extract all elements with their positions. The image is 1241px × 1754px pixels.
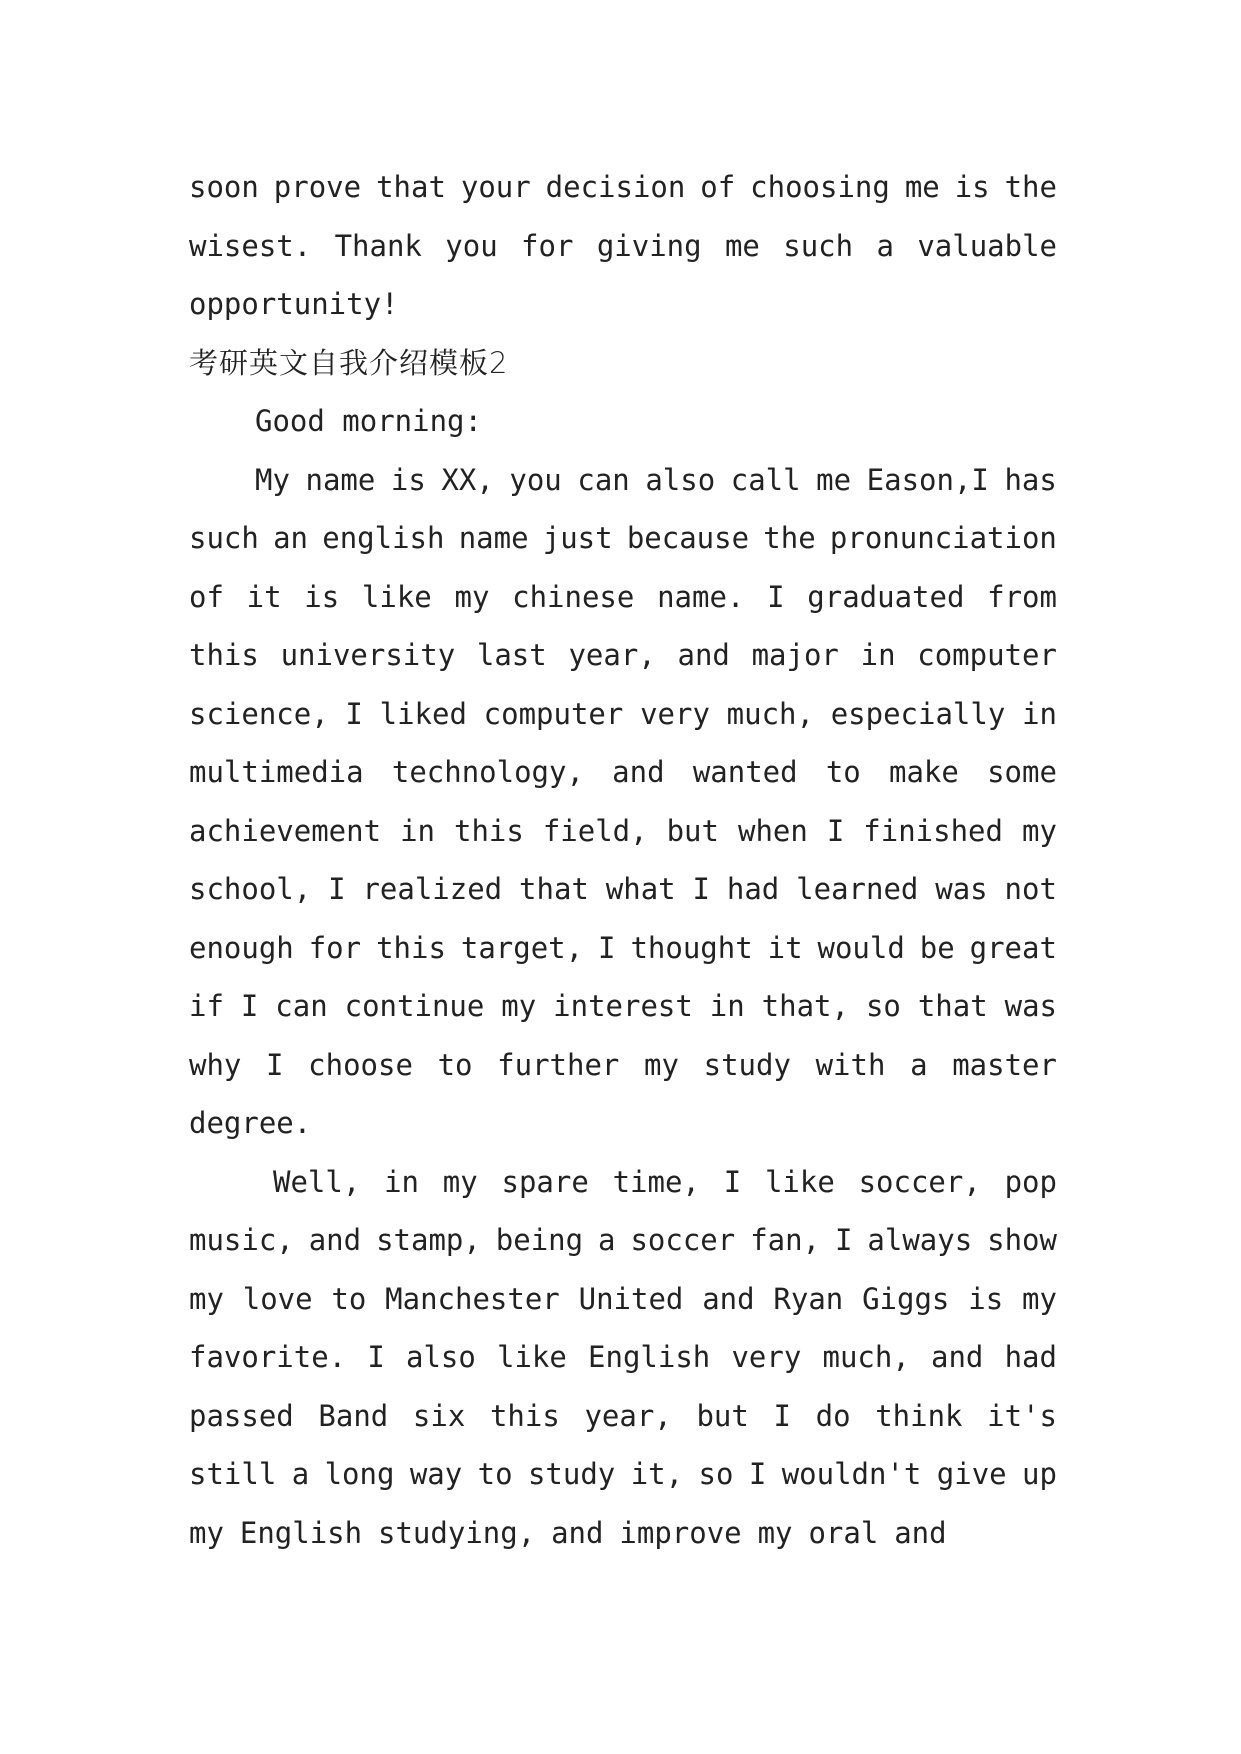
word: and bbox=[894, 1515, 947, 1550]
word: so bbox=[698, 1457, 734, 1491]
word: some bbox=[987, 755, 1057, 789]
word: the bbox=[1004, 170, 1057, 204]
word: in bbox=[400, 813, 435, 848]
word: Band bbox=[318, 1398, 389, 1433]
text-line bbox=[189, 568, 1057, 627]
word: my bbox=[189, 1515, 224, 1550]
word: year, bbox=[584, 1398, 672, 1433]
word: name bbox=[458, 521, 529, 555]
word: such bbox=[189, 521, 259, 555]
word: English bbox=[588, 1340, 711, 1374]
word: but bbox=[666, 813, 719, 848]
word: a bbox=[598, 1223, 616, 1257]
word: to bbox=[437, 1047, 473, 1082]
word: for bbox=[308, 930, 362, 965]
word: choose bbox=[308, 1047, 413, 1082]
word: give bbox=[936, 1457, 1007, 1491]
word: me bbox=[904, 170, 940, 204]
word: decision bbox=[545, 170, 686, 204]
intro-tail-paragraph bbox=[189, 158, 1057, 334]
word: I bbox=[773, 1398, 791, 1433]
word: improve bbox=[619, 1515, 742, 1550]
word: valuable bbox=[917, 228, 1057, 263]
word: wisest. bbox=[189, 228, 312, 263]
word: favorite. bbox=[189, 1340, 347, 1374]
word: that bbox=[519, 872, 589, 906]
text-line bbox=[189, 1036, 1057, 1095]
word: my bbox=[757, 1515, 793, 1550]
word: also bbox=[405, 1340, 476, 1374]
word: Giggs bbox=[862, 1281, 950, 1316]
word: my bbox=[189, 1281, 224, 1316]
text-line bbox=[189, 1445, 1057, 1504]
word: english bbox=[322, 521, 445, 555]
word: English bbox=[239, 1515, 363, 1550]
word: wanted bbox=[692, 755, 798, 789]
word: long bbox=[324, 1457, 395, 1491]
word: of bbox=[189, 579, 224, 614]
text-line bbox=[189, 217, 1057, 276]
word: finished bbox=[863, 813, 1003, 848]
word: this bbox=[489, 1398, 560, 1433]
word: was bbox=[935, 872, 988, 906]
text-line bbox=[189, 1270, 1057, 1329]
word: I bbox=[826, 813, 845, 848]
word: be bbox=[919, 930, 955, 965]
word: much, bbox=[822, 1340, 910, 1374]
word: and bbox=[930, 1340, 984, 1374]
word: is bbox=[304, 579, 340, 614]
word: it bbox=[246, 579, 282, 614]
word: also bbox=[645, 462, 716, 497]
word: that bbox=[376, 170, 446, 204]
word: enough bbox=[189, 930, 294, 965]
section-heading: 考研英文自我介绍模板2 bbox=[189, 345, 509, 380]
word: oral bbox=[808, 1515, 879, 1550]
word: had bbox=[1004, 1340, 1057, 1374]
word: to bbox=[331, 1281, 367, 1316]
text-line bbox=[189, 802, 1057, 861]
word: thought bbox=[630, 930, 753, 965]
word: was bbox=[1004, 989, 1057, 1023]
greeting-text: Good morning: bbox=[255, 404, 482, 438]
word: why bbox=[189, 1047, 242, 1082]
word: giving bbox=[596, 228, 702, 263]
word: very bbox=[731, 1340, 802, 1374]
word: like bbox=[497, 1340, 567, 1374]
word: and bbox=[551, 1515, 604, 1550]
word: last bbox=[476, 638, 547, 672]
word: soon bbox=[189, 170, 259, 204]
text-line bbox=[189, 1153, 1057, 1212]
word: still bbox=[189, 1457, 277, 1491]
word: like bbox=[764, 1164, 835, 1199]
word: name bbox=[305, 462, 376, 497]
word: studying, bbox=[378, 1515, 536, 1550]
word: I bbox=[748, 1457, 767, 1491]
word: this bbox=[453, 813, 524, 848]
word: study bbox=[527, 1457, 616, 1491]
text-line bbox=[189, 743, 1057, 802]
word: my bbox=[644, 1047, 679, 1082]
word: I bbox=[834, 1223, 853, 1257]
word: it, bbox=[630, 1457, 684, 1491]
word: the bbox=[763, 521, 816, 555]
word: love bbox=[242, 1281, 313, 1316]
word: Well, bbox=[273, 1164, 361, 1199]
word: I bbox=[345, 696, 363, 731]
word: major bbox=[751, 638, 839, 672]
word: can bbox=[577, 462, 630, 497]
text-line bbox=[189, 1328, 1057, 1387]
word: and bbox=[612, 755, 665, 789]
word: XX, bbox=[441, 462, 494, 497]
text-line bbox=[189, 977, 1057, 1036]
word: this bbox=[189, 638, 259, 672]
paragraph-2 bbox=[189, 1153, 1057, 1563]
word: chinese bbox=[512, 579, 635, 614]
word: and bbox=[677, 638, 730, 672]
word: would bbox=[817, 930, 905, 965]
word: just bbox=[542, 521, 613, 555]
word: like bbox=[361, 579, 432, 614]
word: I bbox=[723, 1164, 742, 1199]
word: I bbox=[767, 579, 785, 614]
word: Manchester bbox=[385, 1281, 560, 1316]
word: degree. bbox=[189, 1106, 312, 1140]
word: realized bbox=[362, 872, 503, 906]
word: I bbox=[266, 1047, 284, 1082]
word: target, bbox=[460, 930, 584, 965]
word: an bbox=[273, 521, 308, 555]
word: university bbox=[280, 638, 456, 672]
word: in bbox=[709, 989, 745, 1023]
word: is bbox=[954, 170, 990, 204]
word: achievement bbox=[189, 813, 382, 848]
word: that bbox=[917, 989, 988, 1023]
word: stamp, bbox=[376, 1223, 481, 1257]
greeting-line bbox=[189, 392, 1057, 451]
word: school, bbox=[189, 872, 312, 906]
word: way bbox=[409, 1457, 463, 1491]
word: being bbox=[495, 1223, 584, 1257]
word: can bbox=[275, 989, 328, 1023]
word: great bbox=[969, 930, 1057, 965]
word: always bbox=[867, 1223, 973, 1257]
word: I bbox=[328, 872, 346, 906]
word: but bbox=[696, 1398, 749, 1433]
word: a bbox=[876, 228, 894, 263]
word: it's bbox=[987, 1398, 1057, 1433]
word: your bbox=[460, 170, 531, 204]
word: My bbox=[255, 462, 290, 497]
word: this bbox=[376, 930, 446, 965]
word: think bbox=[875, 1398, 963, 1433]
word: United bbox=[578, 1281, 684, 1316]
word: it bbox=[767, 930, 803, 965]
word: had bbox=[726, 872, 780, 906]
text-line bbox=[189, 158, 1057, 217]
word: name. bbox=[657, 579, 745, 614]
text-line bbox=[189, 1504, 1057, 1563]
word: in bbox=[860, 638, 896, 672]
word: year, bbox=[568, 638, 656, 672]
word: passed bbox=[189, 1398, 294, 1433]
text-line bbox=[189, 626, 1057, 685]
word: prove bbox=[273, 170, 362, 204]
word: liked bbox=[379, 696, 467, 731]
word: because bbox=[626, 521, 750, 555]
word: interest bbox=[553, 989, 693, 1023]
word: master bbox=[952, 1047, 1057, 1082]
word: in bbox=[384, 1164, 420, 1199]
word: opportunity! bbox=[189, 287, 399, 321]
word: is bbox=[390, 462, 426, 497]
word: much, bbox=[726, 696, 814, 731]
word: further bbox=[497, 1047, 620, 1082]
word: time, bbox=[612, 1164, 700, 1199]
document-body bbox=[189, 158, 1057, 1562]
word: to bbox=[477, 1457, 513, 1491]
word: soccer bbox=[630, 1223, 736, 1257]
word: a bbox=[291, 1457, 310, 1491]
text-line bbox=[189, 1387, 1057, 1446]
word: graduated bbox=[807, 579, 965, 614]
word: such bbox=[783, 228, 854, 263]
word: pop bbox=[1004, 1164, 1057, 1199]
word: do bbox=[815, 1398, 851, 1433]
word: make bbox=[889, 755, 959, 789]
word: call bbox=[730, 462, 801, 497]
word: science, bbox=[189, 696, 329, 731]
word: when bbox=[737, 813, 808, 848]
word: my bbox=[442, 1164, 478, 1199]
word: choosing bbox=[750, 170, 890, 204]
word: multimedia bbox=[189, 755, 364, 789]
word: me bbox=[816, 462, 852, 497]
word: a bbox=[910, 1047, 928, 1082]
text-line bbox=[189, 451, 1057, 510]
word: pronunciation bbox=[829, 521, 1057, 555]
word: Ryan bbox=[773, 1281, 844, 1316]
word: and bbox=[702, 1281, 755, 1316]
word: technology, bbox=[391, 755, 584, 789]
word: field, bbox=[542, 813, 648, 848]
word: I bbox=[692, 872, 710, 906]
word: that, bbox=[761, 989, 849, 1023]
word: fan, bbox=[750, 1223, 821, 1257]
word: my bbox=[1021, 813, 1057, 848]
text-line bbox=[189, 275, 1057, 334]
word: you bbox=[445, 228, 498, 263]
word: in bbox=[1022, 696, 1057, 731]
word: especially bbox=[830, 696, 1006, 731]
word: I bbox=[240, 989, 259, 1023]
word: so bbox=[865, 989, 901, 1023]
word: computer bbox=[917, 638, 1057, 672]
word: if bbox=[189, 989, 224, 1023]
word: my bbox=[1021, 1281, 1057, 1316]
word: you bbox=[509, 462, 562, 497]
text-line bbox=[189, 1211, 1057, 1270]
word: from bbox=[987, 579, 1057, 614]
text-line bbox=[189, 685, 1057, 744]
text-line bbox=[189, 860, 1057, 919]
word: what bbox=[605, 872, 676, 906]
word: my bbox=[501, 989, 537, 1023]
word: show bbox=[987, 1223, 1057, 1257]
word: and bbox=[308, 1223, 362, 1257]
word: Eason,I bbox=[866, 462, 989, 497]
text-line bbox=[189, 1094, 1057, 1153]
word: with bbox=[815, 1047, 886, 1082]
word: spare bbox=[501, 1164, 589, 1199]
word: continue bbox=[344, 989, 485, 1023]
word: soccer, bbox=[858, 1164, 981, 1199]
word: wouldn't bbox=[781, 1457, 922, 1491]
word: not bbox=[1004, 872, 1057, 906]
word: six bbox=[412, 1398, 466, 1433]
word: computer bbox=[483, 696, 624, 731]
word: of bbox=[700, 170, 736, 204]
word: Thank bbox=[334, 228, 422, 263]
word: has bbox=[1004, 462, 1057, 497]
word: my bbox=[454, 579, 490, 614]
word: learned bbox=[796, 872, 919, 906]
paragraph-1 bbox=[189, 451, 1057, 1153]
word: I bbox=[367, 1340, 385, 1374]
text-line bbox=[189, 509, 1057, 568]
word: me bbox=[724, 228, 760, 263]
word: up bbox=[1022, 1457, 1057, 1491]
word: very bbox=[640, 696, 710, 731]
word: for bbox=[521, 228, 574, 263]
word: I bbox=[598, 930, 616, 965]
text-line bbox=[189, 919, 1057, 978]
word: study bbox=[703, 1047, 791, 1082]
word: is bbox=[968, 1281, 1004, 1316]
word: music, bbox=[189, 1223, 294, 1257]
word: to bbox=[825, 755, 861, 789]
